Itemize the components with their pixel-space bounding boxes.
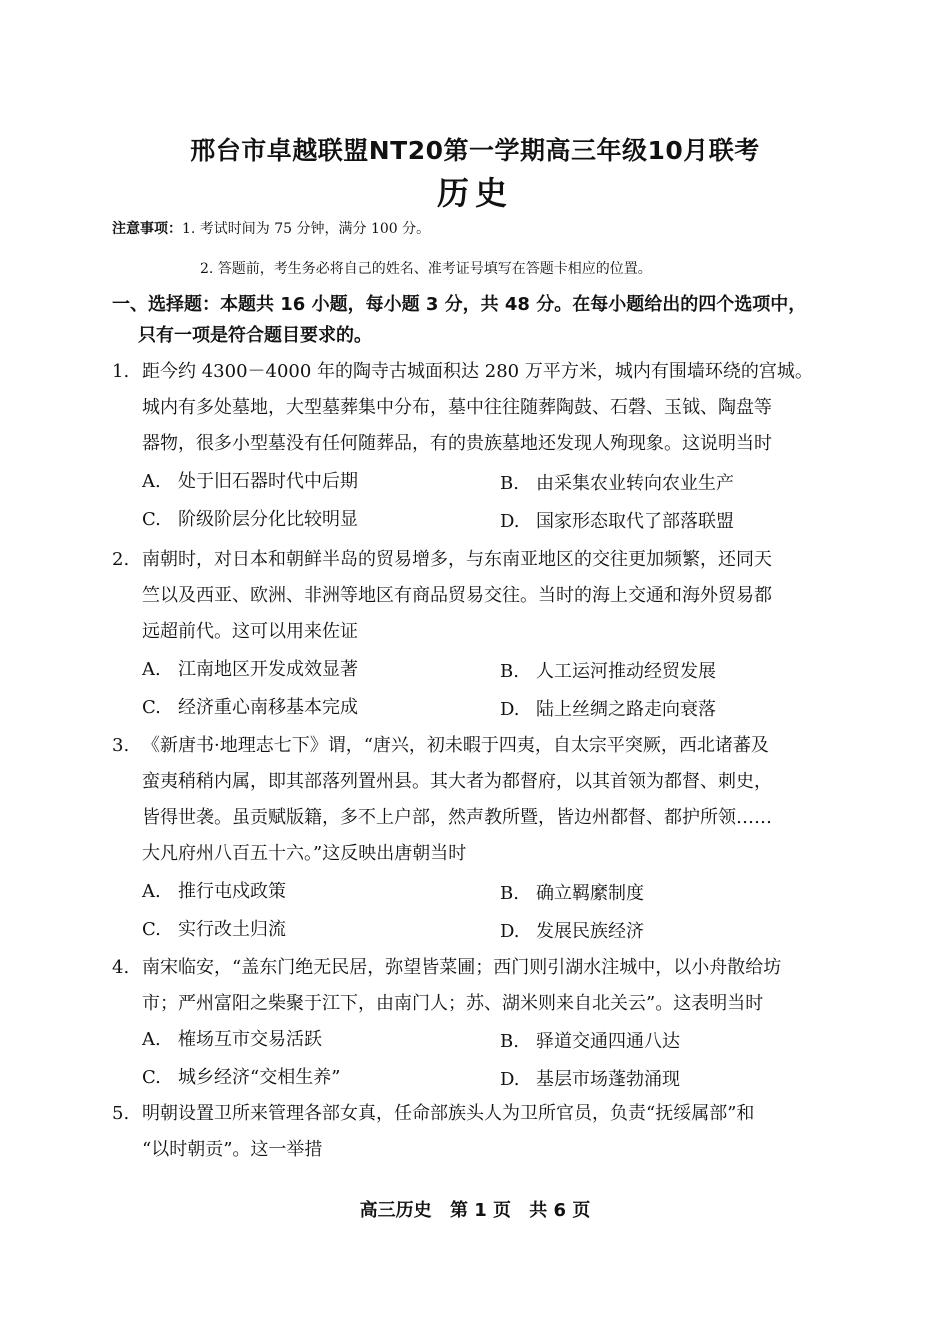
option-4d[interactable]: D. 基层市场蓬勃涌现: [500, 1069, 680, 1090]
option-1b[interactable]: B. 由采集农业转向农业生产: [500, 473, 734, 494]
exam-title: 邢台市卓越联盟NT20第一学期高三年级10月联考: [190, 136, 760, 165]
option-2b[interactable]: B. 人工运河推动经贸发展: [500, 661, 716, 682]
option-2c[interactable]: C. 经济重心南移基本完成: [142, 697, 358, 718]
question-text: 远超前代。这可以用来佐证: [142, 621, 358, 642]
question-text: 器物，很多小型墓没有任何随葬品，有的贵族墓地还发现人殉现象。这说明当时: [142, 433, 772, 454]
option-3b[interactable]: B. 确立羁縻制度: [500, 883, 644, 904]
option-1d[interactable]: D. 国家形态取代了部落联盟: [500, 511, 734, 532]
page-footer: [0, 1196, 950, 1222]
question-number: 1.: [112, 361, 130, 382]
option-2d[interactable]: D. 陆上丝绸之路走向衰落: [500, 699, 716, 720]
option-3a[interactable]: A. 推行屯戍政策: [142, 881, 286, 902]
section-heading-cont: 只有一项是符合题目要求的。: [138, 325, 372, 346]
option-2a[interactable]: A. 江南地区开发成效显著: [142, 659, 358, 680]
option-4a[interactable]: A. 榷场互市交易活跃: [142, 1029, 322, 1050]
footer-page-number: 第 1 页: [449, 1200, 511, 1221]
question-text: 蛮夷稍稍内属，即其部落列置州县。其大者为都督府，以其首领为都督、刺史，: [142, 771, 772, 792]
notice-label: 注意事项：: [112, 221, 182, 237]
footer-subject: 高三历史: [359, 1200, 432, 1221]
option-4c[interactable]: C. 城乡经济“交相生养”: [142, 1067, 341, 1088]
option-1c[interactable]: C. 阶级阶层分化比较明显: [142, 509, 358, 530]
question-text: 大凡府州八百五十六。”这反映出唐朝当时: [142, 843, 467, 864]
notice-item-2: 2. 答题前，考生务必将自己的姓名、准考证号填写在答题卡相应的位置。: [200, 261, 652, 277]
question-text: 市；严州富阳之柴聚于江下，由南门人；苏、湖米则来自北关云”。这表明当时: [142, 993, 764, 1014]
option-3c[interactable]: C. 实行改土归流: [142, 919, 286, 940]
section-heading: 一、选择题：本题共 16 小题，每小题 3 分，共 48 分。在每小题给出的四个选项中，: [112, 294, 807, 315]
question-text: “以时朝贡”。这一举措: [142, 1139, 323, 1160]
question-number: 5.: [112, 1103, 130, 1124]
option-3d[interactable]: D. 发展民族经济: [500, 921, 644, 942]
question-text: 南朝时，对日本和朝鲜半岛的贸易增多，与东南亚地区的交往更加频繁，还同天: [142, 549, 772, 570]
question-number: 4.: [112, 957, 130, 978]
question-number: 3.: [112, 735, 130, 756]
question-text: 皆得世袭。虽贡赋版籍，多不上户部，然声教所暨，皆边州都督、都护所领……: [142, 807, 772, 828]
question-number: 2.: [112, 549, 130, 570]
question-text: 明朝设置卫所来管理各部女真，任命部族头人为卫所官员，负责“抚绥属部”和: [142, 1103, 755, 1124]
option-1a[interactable]: A. 处于旧石器时代中后期: [142, 471, 358, 492]
question-text: 距今约 4300－4000 年的陶寺古城面积达 280 万平方米，城内有围墙环绕的宫城。: [142, 361, 813, 382]
question-text: 南宋临安，“盖东门绝无民居，弥望皆菜圃；西门则引湖水注城中，以小舟散给坊: [142, 957, 782, 978]
notice-item-1: [112, 218, 430, 238]
footer-total-pages: 共 6 页: [529, 1200, 591, 1221]
exam-subject: 历史: [436, 174, 513, 212]
question-text: 竺以及西亚、欧洲、非洲等地区有商品贸易交往。当时的海上交通和海外贸易都: [142, 585, 772, 606]
option-4b[interactable]: B. 驿道交通四通八达: [500, 1031, 680, 1052]
question-text: 《新唐书·地理志七下》谓，“唐兴，初未暇于四夷，自太宗平突厥，西北诸蕃及: [142, 735, 769, 756]
question-text: 城内有多处墓地，大型墓葬集中分布，墓中往往随葬陶鼓、石磬、玉钺、陶盘等: [142, 397, 772, 418]
notice-item-1-text: 1. 考试时间为 75 分钟，满分 100 分。: [182, 221, 431, 237]
